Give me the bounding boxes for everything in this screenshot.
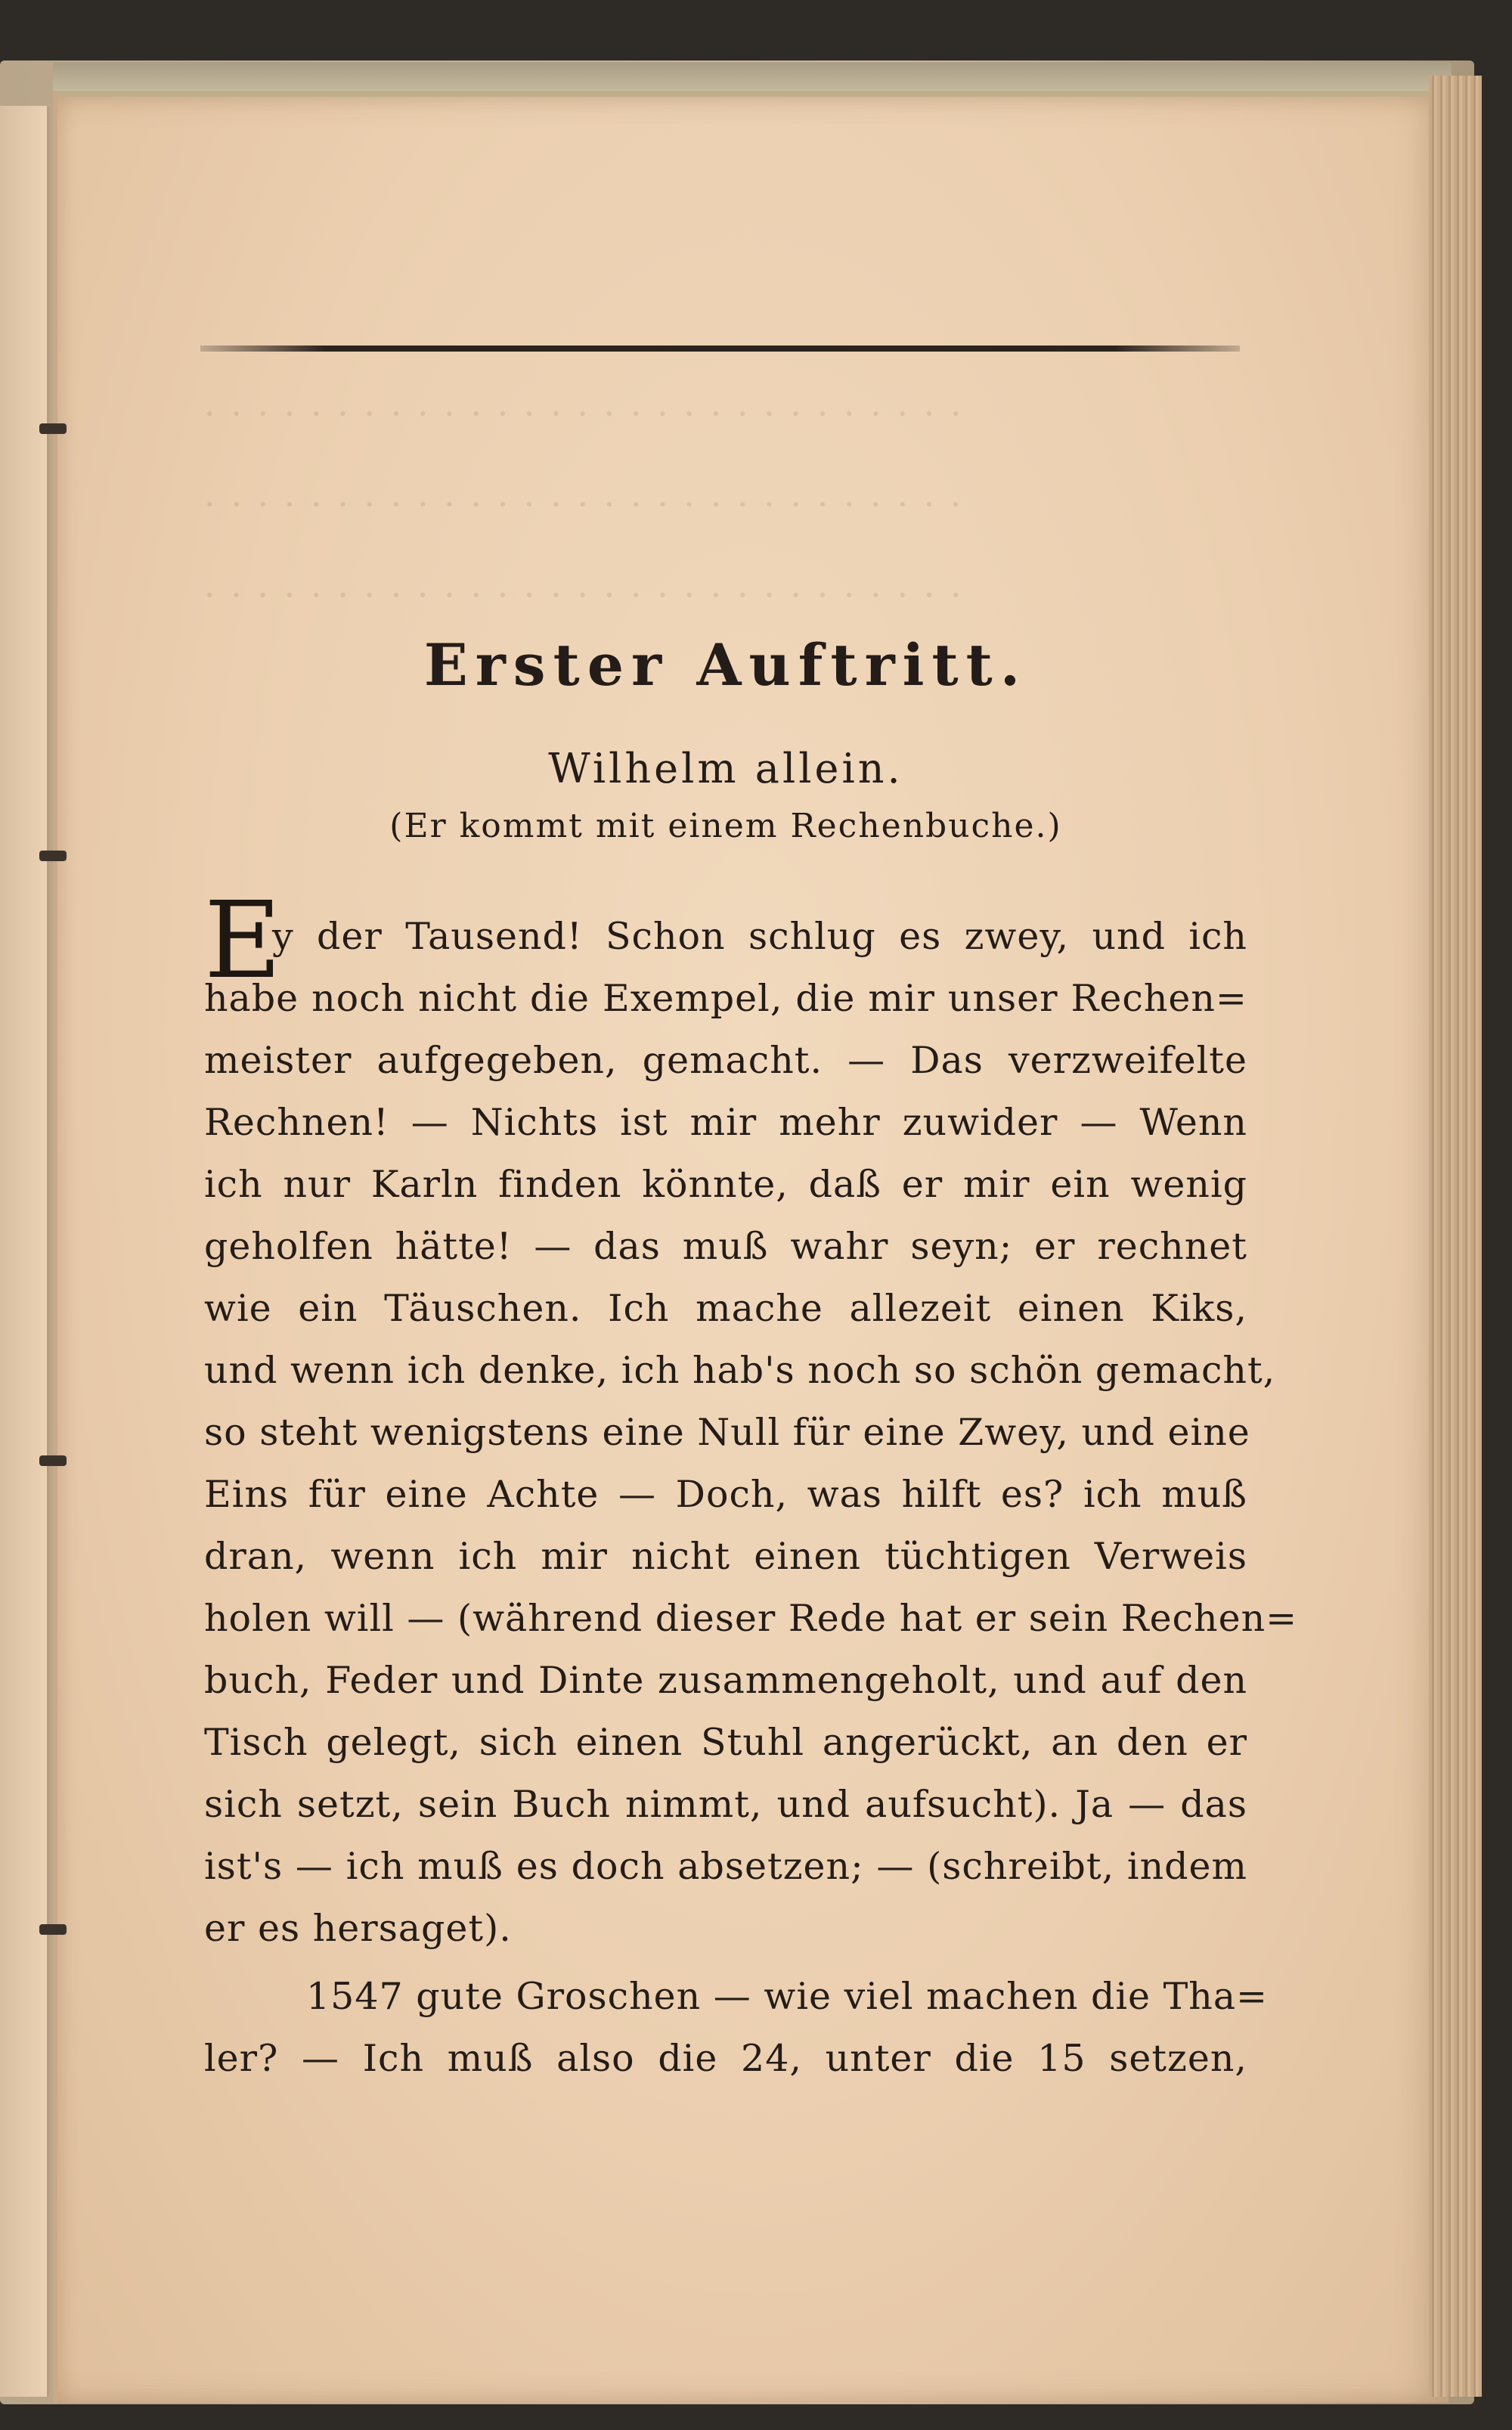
character-heading: Wilhelm allein. [548,745,903,792]
text-line: geholfen hätte! — das muß wahr seyn; er rechnet [204,1225,1247,1268]
text-line: holen will — (während dieser Rede hat er sein Rechen= [204,1597,1298,1640]
page-fore-edge [1429,76,1482,2397]
text-line: Rechnen! — Nichts ist mir mehr zuwider — Wenn [204,1101,1247,1144]
bleed-through-text: · · · · · · · · · · · · · · · · · · · · · · · · · · · · · [204,575,964,615]
text-line: y der Tausend! Schon schlug es zwey, und ich [272,915,1247,958]
text-line: ich nur Karln finden könnte, daß er mir ein wenig [204,1163,1247,1206]
text-line: Eins für eine Achte — Doch, was hilft es? ich muß [204,1473,1247,1516]
binding-stitch [39,1455,67,1466]
text-line: und wenn ich denke, ich hab's noch so schön gemacht, [204,1349,1276,1392]
binding-stitch [39,851,67,861]
text-line: meister aufgegeben, gemacht. — Das verzweifelte [204,1039,1247,1082]
text-line: wie ein Täuschen. Ich mache allezeit einen Kiks, [204,1287,1247,1330]
scene-title: Erster Auftritt. [423,631,1028,699]
binding-stitch [39,1924,67,1935]
stage-direction: (Er kommt mit einem Rechenbuche.) [389,807,1062,845]
text-line: dran, wenn ich mir nicht einen tüchtigen Verweis [204,1535,1247,1578]
text-line: 1547 gute Groschen — wie viel machen die Tha= [306,1975,1269,2018]
bleed-through-text: · · · · · · · · · · · · · · · · · · · · · · · · · · · · · [204,484,964,525]
text-line: ist's — ich muß es doch absetzen; — (schreibt, indem [204,1845,1247,1888]
text-line: ler? — Ich muß also die 24, unter die 15 setzen, [204,2037,1247,2080]
text-line: Tisch gelegt, sich einen Stuhl angerückt, an den er [204,1721,1247,1764]
bleed-through-text: · · · · · · · · · · · · · · · · · · · · · · · · · · · · · [204,393,964,434]
text-line: sich setzt, sein Buch nimmt, und aufsucht). Ja — das [204,1783,1247,1826]
text-line: habe noch nicht die Exempel, die mir unser Rechen= [204,977,1247,1020]
text-line: er es hersaget). [204,1907,512,1950]
binding-stitch [39,423,67,434]
header-rule [200,346,1240,352]
text-line: so steht wenigstens eine Null für eine Zwey, und eine [204,1411,1250,1454]
drop-initial: E [204,879,282,1003]
facing-page-edge [0,106,49,2397]
text-line: buch, Feder und Dinte zusammengeholt, und auf den [204,1659,1247,1702]
